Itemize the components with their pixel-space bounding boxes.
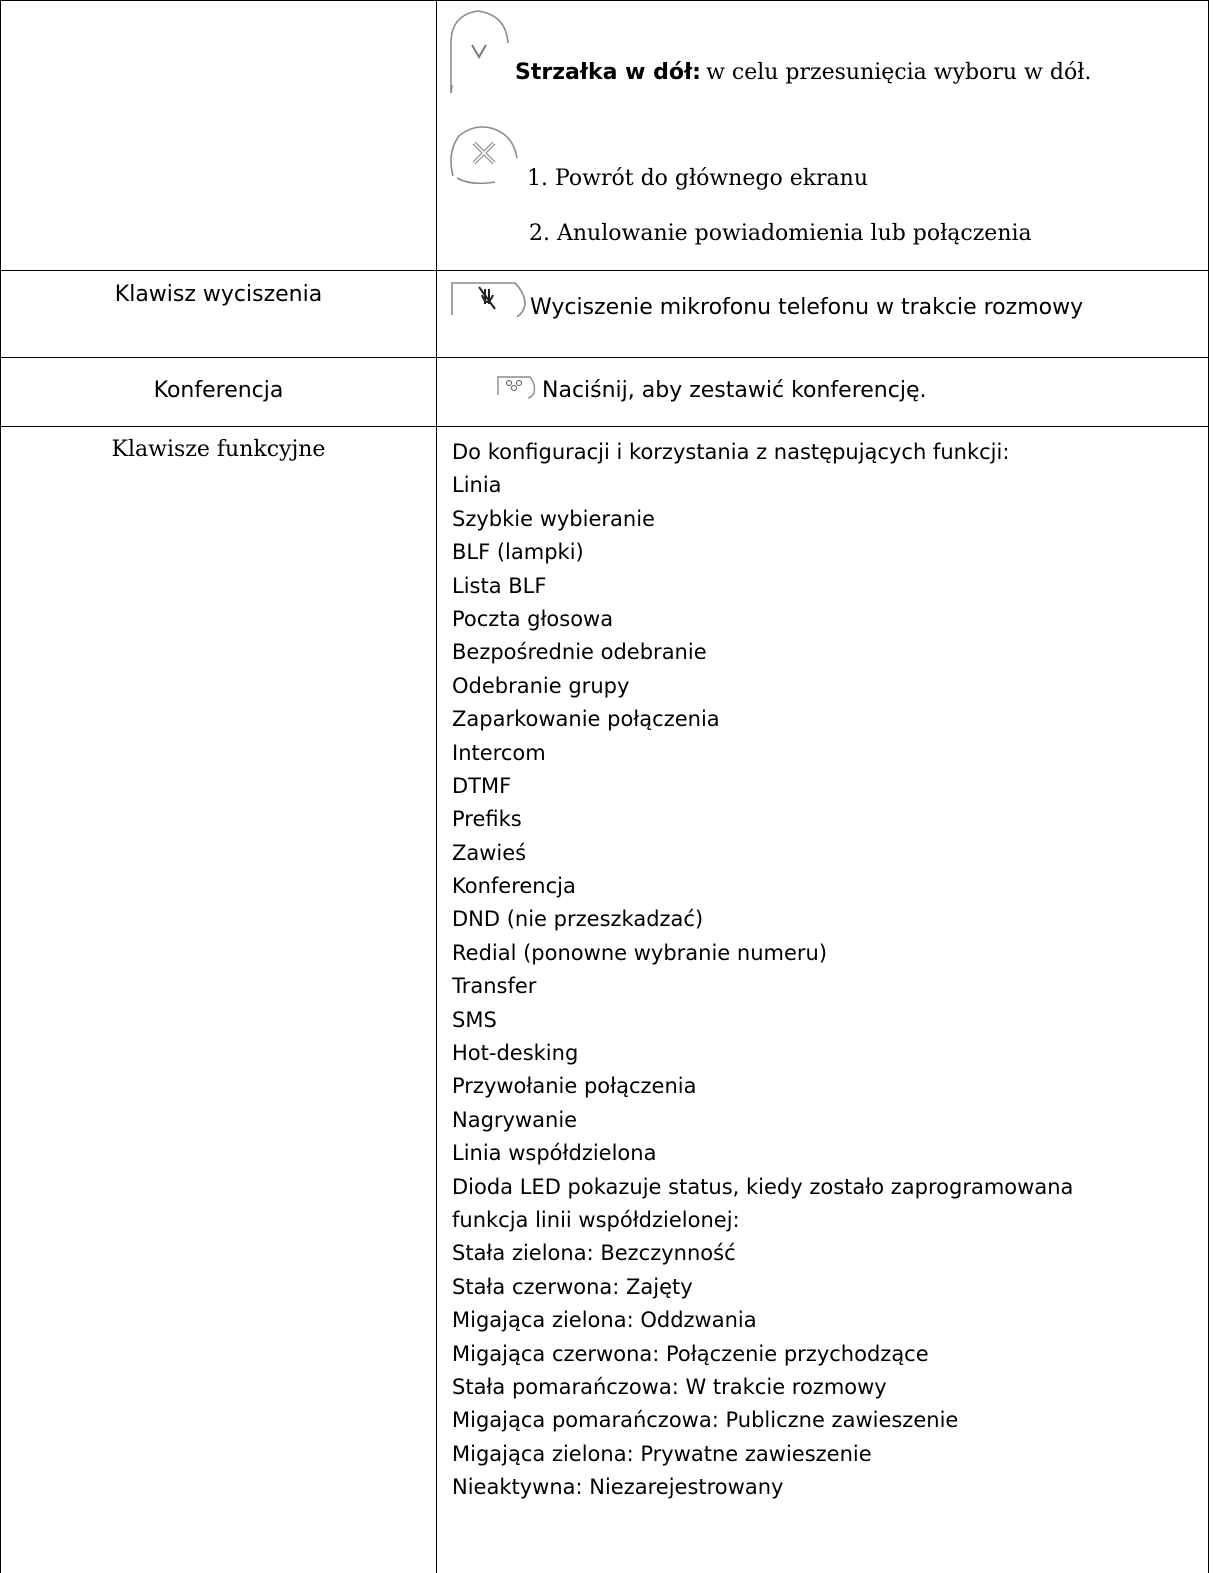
function-key-item: Migająca pomarańczowa: Publiczne zawieszenie [452, 1408, 959, 1433]
function-key-item: Zawieś [452, 840, 527, 865]
function-keys-list [452, 436, 1073, 1505]
function-key-item: Bezpośrednie odebranie [452, 640, 707, 665]
function-key-item: Nagrywanie [452, 1107, 578, 1132]
row-divider-nav [0, 270, 1209, 271]
function-key-item: DTMF [452, 773, 512, 798]
down-arrow-text: w celu przesunięcia wyboru w dół. [706, 60, 1092, 85]
function-key-item: Stała zielona: Bezczynność [452, 1241, 736, 1266]
function-key-item: Do konfiguracji i korzystania z następujących funkcji: [452, 440, 1010, 464]
function-key-item: BLF (lampki) [452, 540, 584, 565]
cancel-item-1: 1. Powrót do głównego ekranu [527, 166, 869, 191]
function-key-item: Stała czerwona: Zajęty [452, 1274, 693, 1299]
function-key-item: Linia [452, 473, 502, 498]
function-key-item: Redial (ponowne wybranie numeru) [452, 940, 828, 965]
table-border-top [0, 0, 1209, 1]
cancel-item-2: 2. Anulowanie powiadomienia lub połączenia [529, 221, 1032, 246]
mute-key-description: Wyciszenie mikrofonu telefonu w trakcie rozmowy [530, 295, 1084, 320]
function-key-item: Nieaktywna: Niezarejestrowany [452, 1475, 784, 1500]
function-key-item: Szybkie wybieranie [452, 506, 655, 531]
function-key-item: Prefiks [452, 807, 522, 832]
function-key-item: Przywołanie połączenia [452, 1074, 697, 1099]
conference-label: Konferencja [153, 378, 284, 403]
mute-key-label: Klawisz wyciszenia [114, 282, 323, 307]
function-key-item: Linia współdzielona [452, 1141, 657, 1166]
chevron-down-icon [448, 5, 512, 93]
table-column-divider [436, 0, 437, 1573]
mute-microphone-icon [449, 279, 529, 317]
table-border-left [0, 0, 1, 1573]
function-key-item: Transfer [452, 974, 537, 999]
function-key-item: Poczta głosowa [452, 606, 614, 631]
down-arrow-description [515, 60, 1091, 85]
function-key-item: DND (nie przeszkadzać) [452, 907, 704, 932]
function-key-item: Zaparkowanie połączenia [452, 707, 720, 732]
function-key-item: Konferencja [452, 874, 576, 899]
function-key-item: Odebranie grupy [452, 673, 630, 698]
function-key-item: Migająca czerwona: Połączenie przychodzące [452, 1341, 929, 1366]
down-arrow-title: Strzałka w dół: [515, 60, 701, 85]
function-keys-label: Klawisze funkcyjne [111, 437, 326, 462]
function-key-item: Stała pomarańczowa: W trakcie rozmowy [452, 1374, 887, 1399]
function-key-item: Hot-desking [452, 1041, 579, 1066]
function-key-item: Migająca zielona: Prywatne zawieszenie [452, 1441, 872, 1466]
function-key-item: Intercom [452, 740, 546, 765]
table-border-right [1208, 0, 1209, 1573]
close-icon [447, 124, 523, 186]
function-key-item: Migająca zielona: Oddzwania [452, 1308, 757, 1333]
row-divider-mute [0, 357, 1209, 358]
function-key-item: Lista BLF [452, 573, 547, 598]
function-key-item: SMS [452, 1007, 497, 1032]
function-key-item: Dioda LED pokazuje status, kiedy zostało zaprogramowana [452, 1174, 1074, 1199]
conference-description: Naciśnij, aby zestawić konferencję. [542, 378, 927, 403]
conference-icon [496, 375, 538, 399]
function-key-item: funkcja linii współdzielonej: [452, 1207, 740, 1232]
row-divider-conference [0, 426, 1209, 427]
